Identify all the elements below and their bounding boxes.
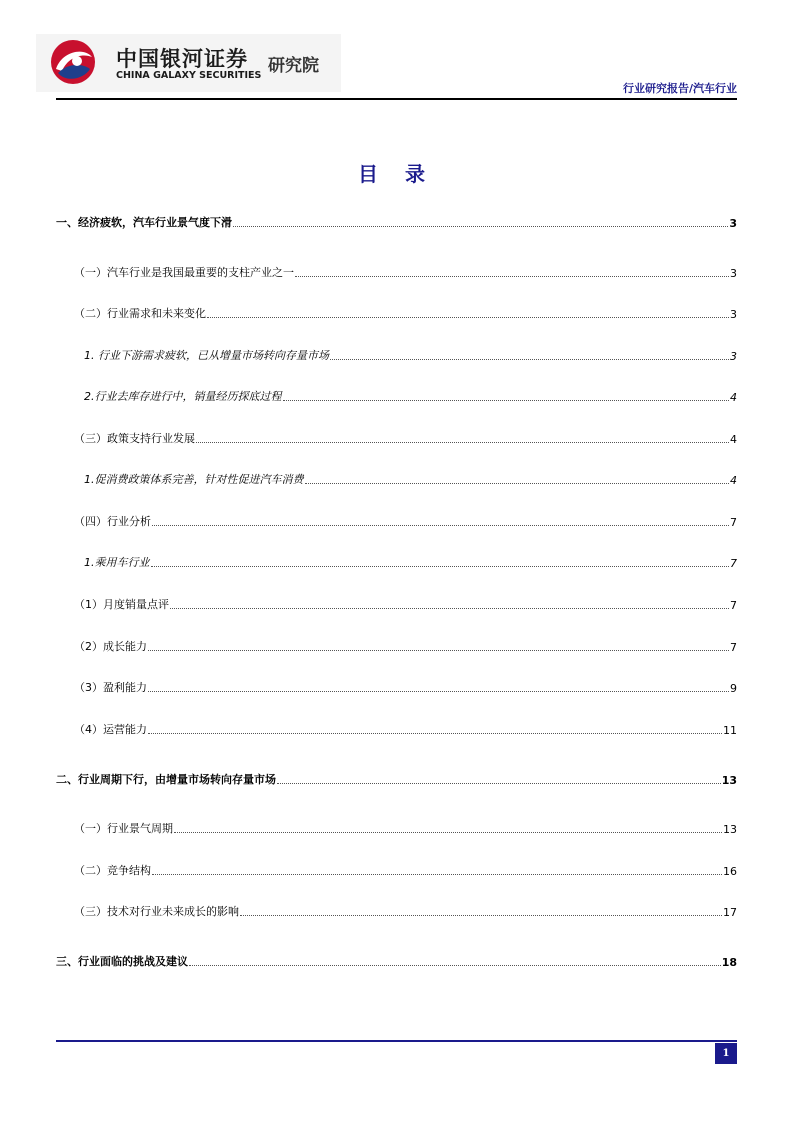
toc-entry[interactable] xyxy=(56,511,737,529)
toc-entry[interactable] xyxy=(56,469,737,487)
toc-entry[interactable] xyxy=(56,901,737,919)
toc-entry[interactable] xyxy=(56,769,737,787)
galaxy-logo-icon xyxy=(50,39,96,85)
toc-entry[interactable] xyxy=(56,345,737,363)
toc-entry-text: 1.乘用车行业 xyxy=(84,556,150,569)
toc-entry[interactable] xyxy=(56,262,737,280)
toc-entry-text: （三）技术对行业未来成长的影响 xyxy=(74,905,239,918)
toc-page-number: 9 xyxy=(730,682,737,695)
toc-page-number: 16 xyxy=(723,865,737,878)
toc-leader xyxy=(152,525,729,526)
toc-entry[interactable] xyxy=(56,860,737,878)
toc-leader xyxy=(148,650,729,651)
logo-chinese-name: 中国银河证券 xyxy=(116,47,248,71)
toc-entry-text: 2.行业去库存进行中，销量经历探底过程 xyxy=(84,390,282,403)
page-number-badge: 1 xyxy=(715,1043,737,1064)
toc-entry-text: 三、行业面临的挑战及建议 xyxy=(56,955,188,968)
header-divider xyxy=(56,98,737,100)
toc-leader xyxy=(233,226,728,227)
toc-entry-text: （四）行业分析 xyxy=(74,515,151,528)
toc-leader xyxy=(277,783,721,784)
toc-entry[interactable] xyxy=(56,818,737,836)
toc-entry[interactable] xyxy=(56,212,737,230)
toc-entry-text: 一、经济疲软，汽车行业景气度下滑 xyxy=(56,216,232,229)
toc-title: 目 录 xyxy=(358,162,435,186)
toc-page-number: 4 xyxy=(730,391,737,404)
toc-entry-text: 1. 行业下游需求疲软，已从增量市场转向存量市场 xyxy=(84,349,329,362)
toc-entry[interactable] xyxy=(56,951,737,969)
toc-page-number: 3 xyxy=(730,350,737,363)
toc-entry[interactable] xyxy=(56,636,737,654)
toc-entry-text: （二）行业需求和未来变化 xyxy=(74,307,206,320)
toc-leader xyxy=(196,442,729,443)
logo-english-name: CHINA GALAXY SECURITIES xyxy=(116,70,262,81)
logo-institute-name: 研究院 xyxy=(268,56,319,76)
company-logo xyxy=(36,34,341,92)
toc-entry-text: （一）行业景气周期 xyxy=(74,822,173,835)
toc-entry-text: （三）政策支持行业发展 xyxy=(74,432,195,445)
toc-entry[interactable] xyxy=(56,386,737,404)
toc-entry[interactable] xyxy=(56,594,737,612)
toc-entry[interactable] xyxy=(56,552,737,570)
toc-page-number: 17 xyxy=(723,906,737,919)
toc-leader xyxy=(148,733,722,734)
toc-entry-text: （2）成长能力 xyxy=(74,640,147,653)
toc-entry-text: 1.促消费政策体系完善，针对性促进汽车消费 xyxy=(84,473,304,486)
toc-page-number: 7 xyxy=(730,557,737,570)
toc-leader xyxy=(207,317,729,318)
toc-page-number: 7 xyxy=(730,641,737,654)
toc-leader xyxy=(330,359,729,360)
toc-page-number: 4 xyxy=(730,433,737,446)
toc-entry-text: （1）月度销量点评 xyxy=(74,598,169,611)
toc-page-number: 3 xyxy=(730,267,737,280)
toc-leader xyxy=(152,874,722,875)
report-type-label: 行业研究报告/汽车行业 xyxy=(622,82,737,95)
toc-entry-text: （3）盈利能力 xyxy=(74,681,147,694)
page-header xyxy=(0,0,793,100)
toc-leader xyxy=(295,276,729,277)
toc-entry-text: （4）运营能力 xyxy=(74,723,147,736)
toc-entry-text: （二）竞争结构 xyxy=(74,864,151,877)
toc-leader xyxy=(305,483,730,484)
toc-page-number: 13 xyxy=(723,823,737,836)
toc-entry-text: （一）汽车行业是我国最重要的支柱产业之一 xyxy=(74,266,294,279)
toc-page-number: 3 xyxy=(729,217,737,230)
toc-leader xyxy=(170,608,729,609)
toc-leader xyxy=(148,691,729,692)
toc-page-number: 7 xyxy=(730,599,737,612)
footer-divider xyxy=(56,1040,737,1042)
toc-page-number: 11 xyxy=(723,724,737,737)
toc-page-number: 7 xyxy=(730,516,737,529)
toc-entry[interactable] xyxy=(56,303,737,321)
toc-page-number: 18 xyxy=(721,956,737,969)
toc-entry-text: 二、行业周期下行，由增量市场转向存量市场 xyxy=(56,773,276,786)
toc-leader xyxy=(151,566,730,567)
toc-page-number: 4 xyxy=(730,474,737,487)
toc-leader xyxy=(283,400,730,401)
toc-leader xyxy=(189,965,721,966)
toc-entry[interactable] xyxy=(56,677,737,695)
toc-leader xyxy=(174,832,722,833)
toc-leader xyxy=(240,915,722,916)
toc-entry[interactable] xyxy=(56,719,737,737)
toc-page-number: 3 xyxy=(730,308,737,321)
toc-entry[interactable] xyxy=(56,428,737,446)
toc-page-number: 13 xyxy=(721,774,737,787)
